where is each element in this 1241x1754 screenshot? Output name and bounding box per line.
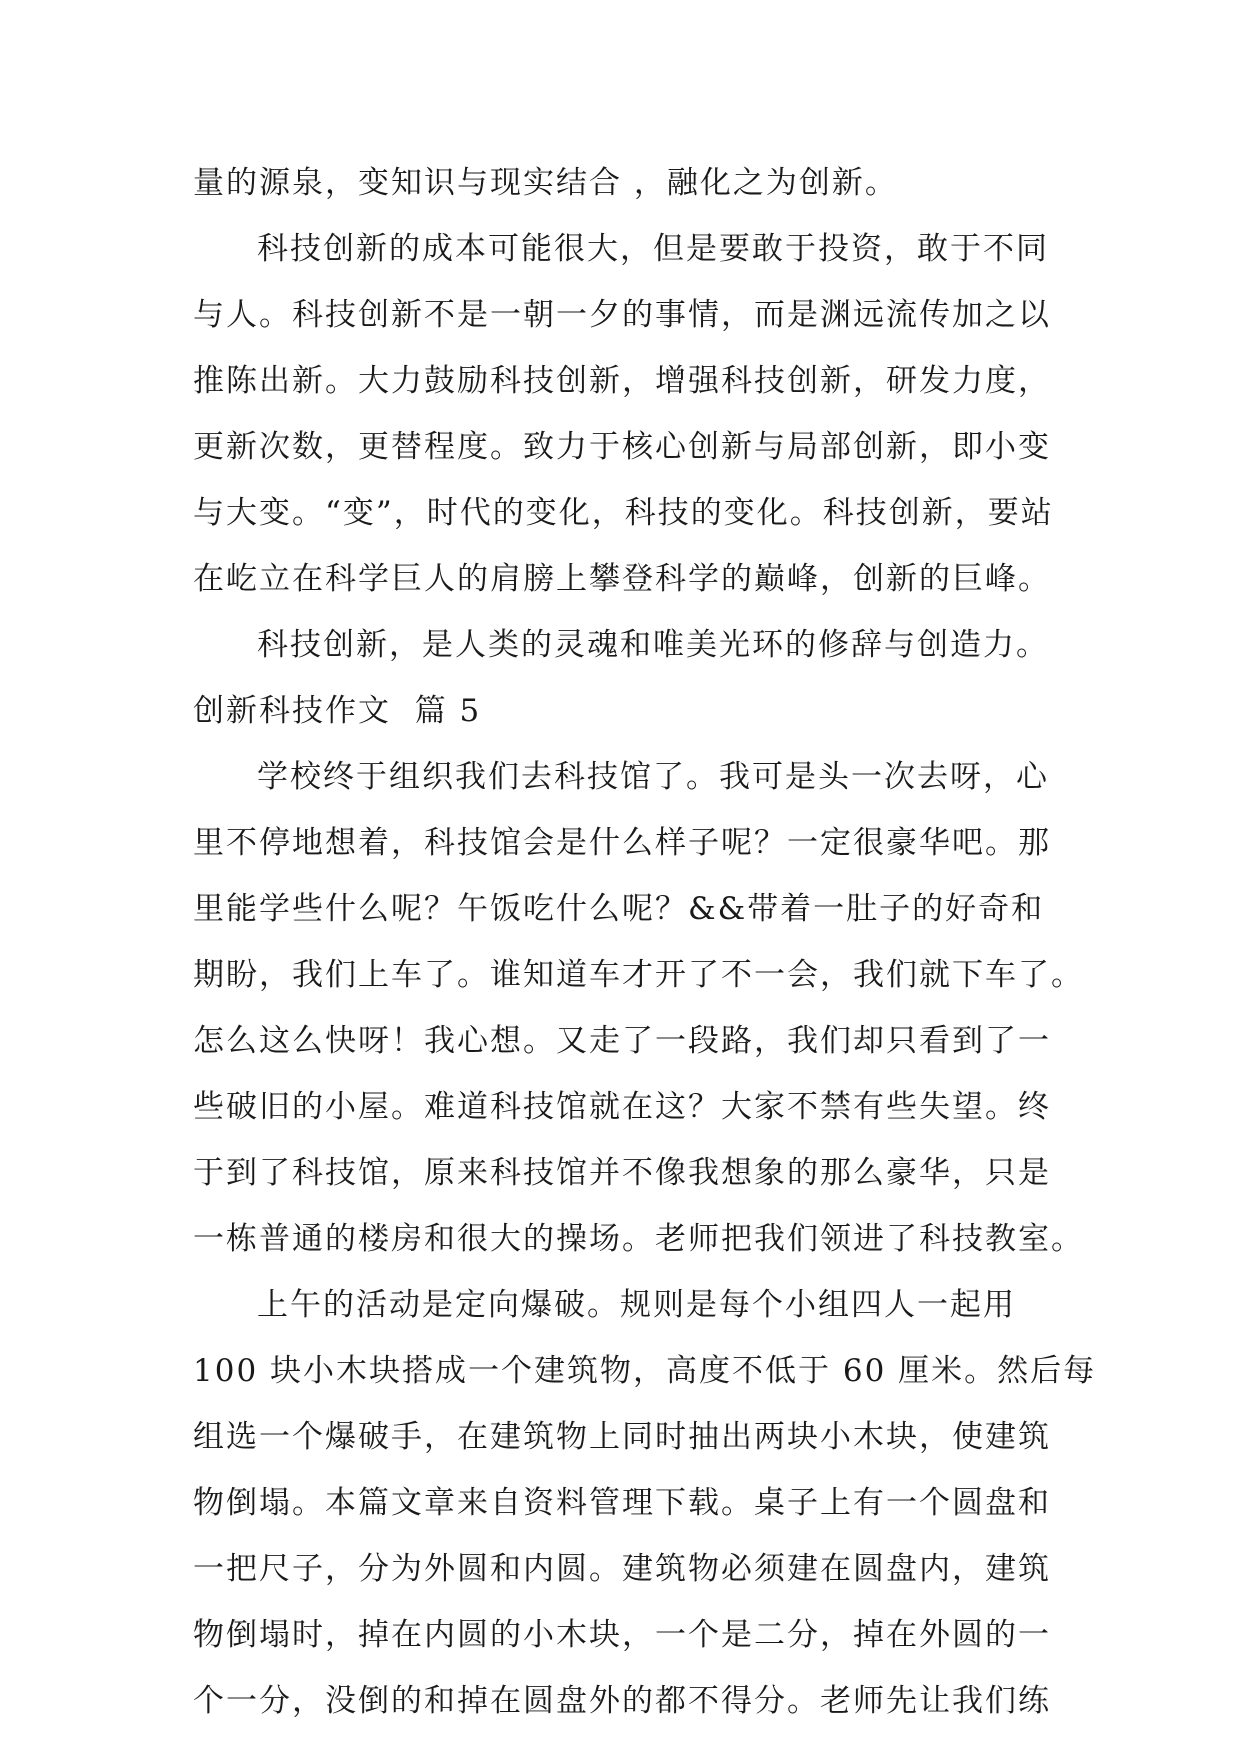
text-line: 一栋普通的楼房和很大的操场。老师把我们领进了科技教室。 xyxy=(193,1221,1084,1257)
text-line: 一把尺子，分为外圆和内圆。建筑物必须建在圆盘内，建筑 xyxy=(193,1551,1051,1587)
text-line: 些破旧的小屋。难道科技馆就在这？大家不禁有些失望。终 xyxy=(193,1089,1051,1125)
text-line: 物倒塌。本篇文章来自资料管理下载。桌子上有一个圆盘和 xyxy=(193,1485,1051,1521)
text-line: 于到了科技馆，原来科技馆并不像我想象的那么豪华，只是 xyxy=(193,1155,1051,1191)
text-line: 组选一个爆破手，在建筑物上同时抽出两块小木块，使建筑 xyxy=(193,1419,1051,1455)
text-line: 里能学些什么呢？午饭吃什么呢？&&带着一肚子的好奇和 xyxy=(193,891,1045,927)
text-line: 个一分，没倒的和掉在圆盘外的都不得分。老师先让我们练 xyxy=(193,1683,1051,1719)
paragraph-first-line: 科技创新的成本可能很大，但是要敢于投资，敢于不同 xyxy=(257,231,1049,267)
text-line: 与人。科技创新不是一朝一夕的事情，而是渊远流传加之以 xyxy=(193,297,1051,333)
text-line: 100 块小木块搭成一个建筑物，高度不低于 60 厘米。然后每 xyxy=(193,1353,1097,1389)
paragraph-first-line: 学校终于组织我们去科技馆了。我可是头一次去呀，心 xyxy=(257,759,1049,795)
text-line: 怎么这么快呀！我心想。又走了一段路，我们却只看到了一 xyxy=(193,1023,1051,1059)
text-line: 量的源泉，变知识与现实结合 ，融化之为创新。 xyxy=(193,165,898,201)
text-line: 推陈出新。大力鼓励科技创新，增强科技创新，研发力度， xyxy=(193,363,1051,399)
text-line: 物倒塌时，掉在内圆的小木块，一个是二分，掉在外圆的一 xyxy=(193,1617,1051,1653)
text-line: 里不停地想着，科技馆会是什么样子呢？一定很豪华吧。那 xyxy=(193,825,1051,861)
text-line: 与大变。“变”，时代的变化，科技的变化。科技创新，要站 xyxy=(193,495,1054,531)
text-line: 在屹立在科学巨人的肩膀上攀登科学的巅峰，创新的巨峰。 xyxy=(193,561,1051,597)
section-heading: 创新科技作文 篇 5 xyxy=(193,693,482,729)
paragraph-first-line: 科技创新，是人类的灵魂和唯美光环的修辞与创造力。 xyxy=(257,627,1049,663)
text-line: 期盼，我们上车了。谁知道车才开了不一会，我们就下车了。 xyxy=(193,957,1084,993)
paragraph-first-line: 上午的活动是定向爆破。规则是每个小组四人一起用 xyxy=(257,1287,1016,1323)
text-line: 更新次数，更替程度。致力于核心创新与局部创新，即小变 xyxy=(193,429,1051,465)
